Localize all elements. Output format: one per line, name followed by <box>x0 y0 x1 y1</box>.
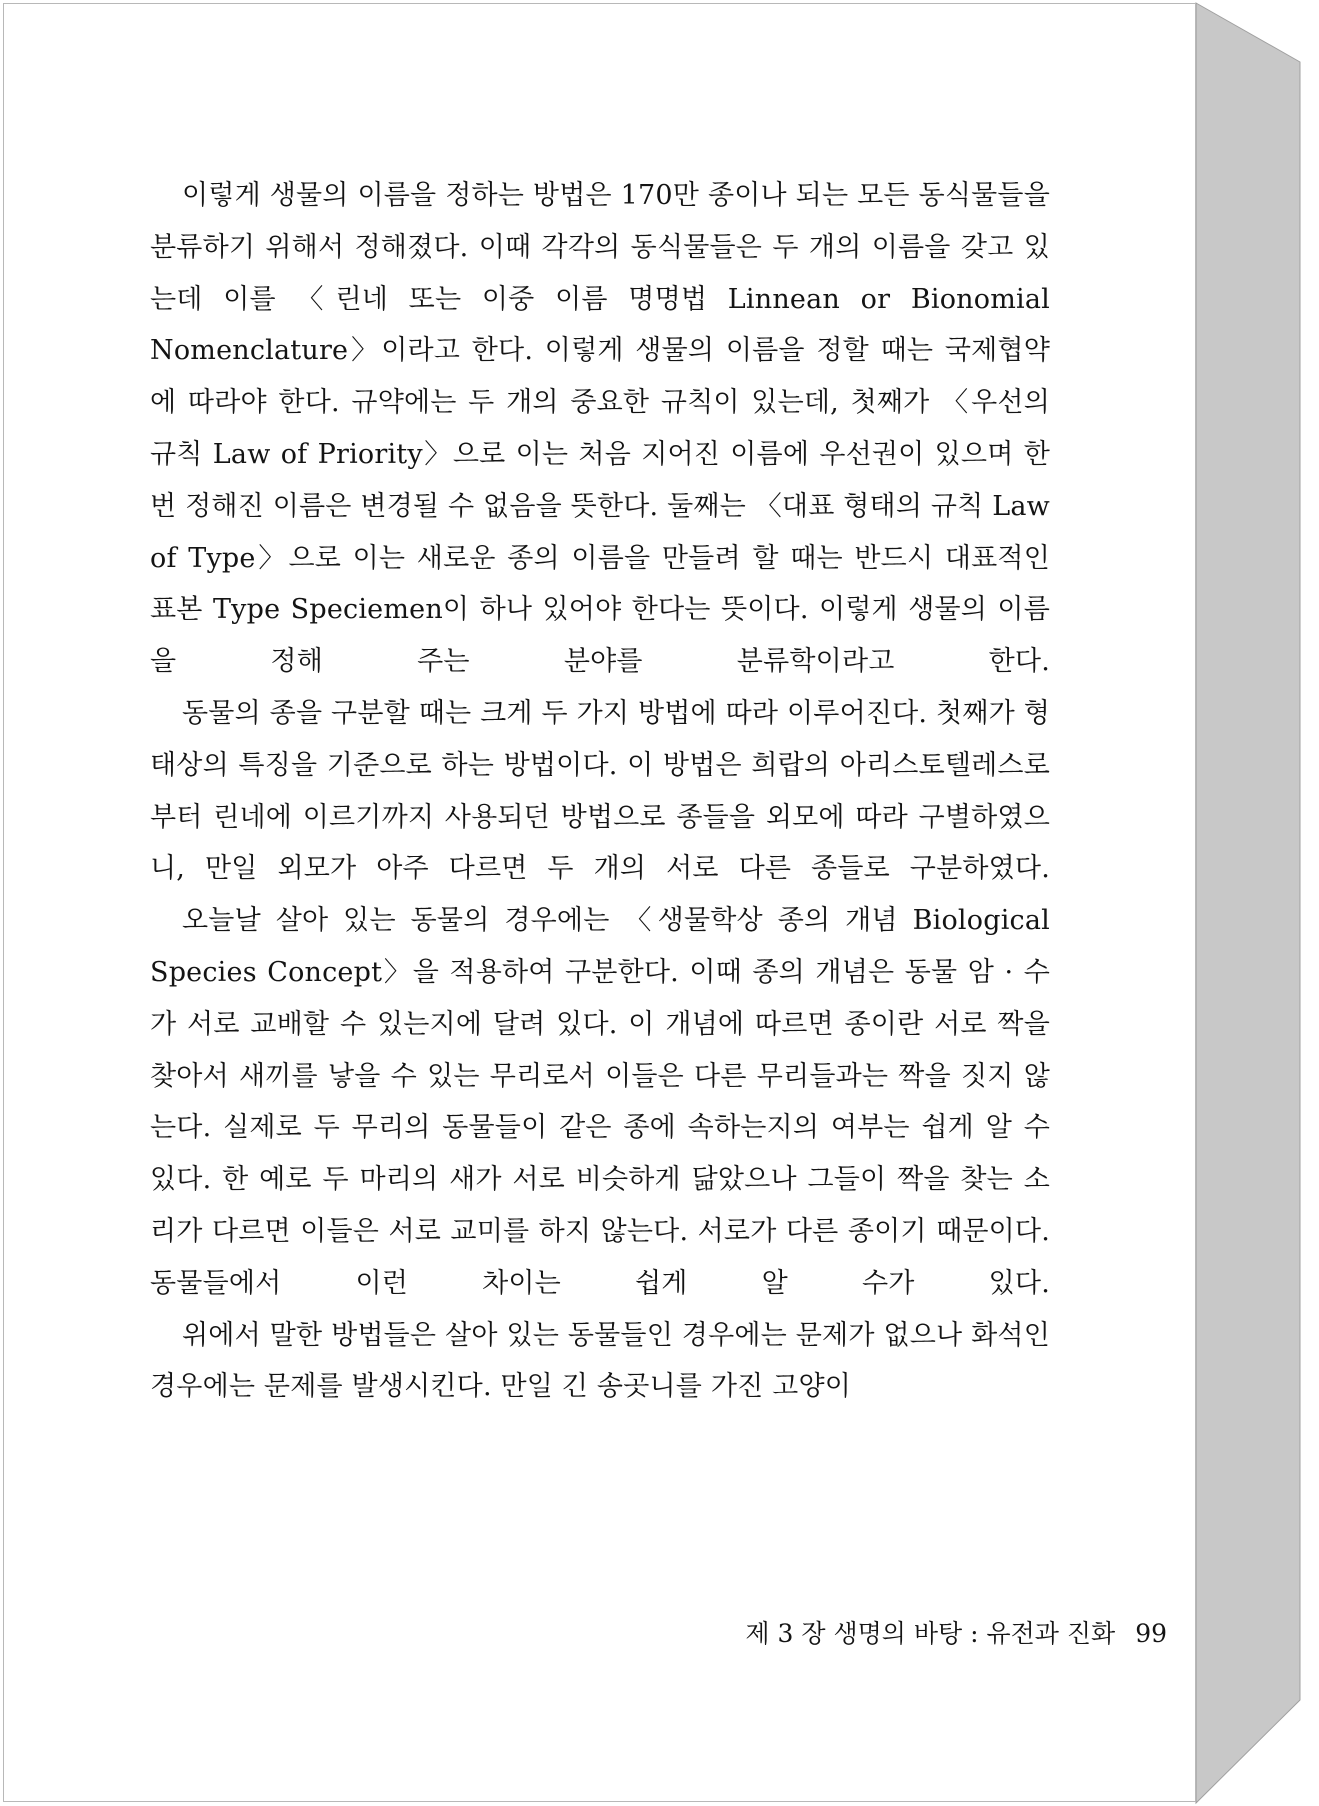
body-text <box>150 170 1050 1413</box>
page-footer <box>745 1614 1167 1650</box>
running-footer: 제 3 장 생명의 바탕 : 유전과 진화 <box>745 1619 1116 1648</box>
paragraph-1: 이렇게 생물의 이름을 정하는 방법은 170만 종이나 되는 모든 동식물들을 분류하기 위해서 정해졌다. 이때 각각의 동식물들은 두 개의 이름을 갖고 있는데 이를 〈린네 또는 이중 이름 명명법 Linnean or Bionomial Nomenclature〉이라고 한다. 이렇게 생물의 이름을 정할 때는 국제협약에 따라야 한다. 규약에는 두 개의 중요한 규칙이 있는데, 첫째가 〈우선의 규칙 Law of Priority〉으로 이는 처음 지어진 이름에 우선권이 있으며 한번 정해진 이름은 변경될 수 없음을 뜻한다. 둘째는 〈대표 형태의 규칙 Law of Type〉으로 이는 새로운 종의 이름을 만들려 할 때는 반드시 대표적인 표본 Type Speciemen이 하나 있어야 한다는 뜻이다. 이렇게 생물의 이름을 정해 주는 분야를 분류학이라고 한다. <box>150 180 1050 678</box>
paragraph-4: 위에서 말한 방법들은 살아 있는 동물들인 경우에는 문제가 없으나 화석인 경우에는 문제를 발생시킨다. 만일 긴 송곳니를 가진 고양이 <box>150 1319 1050 1403</box>
paragraph-2: 동물의 종을 구분할 때는 크게 두 가지 방법에 따라 이루어진다. 첫째가 형태상의 특징을 기준으로 하는 방법이다. 이 방법은 희랍의 아리스토텔레스로부터 린네에 이르기까지 사용되던 방법으로 종들을 외모에 따라 구별하였으니, 만일 외모가 아주 다르면 두 개의 서로 다른 종들로 구분하였다. <box>150 697 1050 885</box>
paragraph-3: 오늘날 살아 있는 동물의 경우에는 〈생물학상 종의 개념 Biological Species Concept〉을 적용하여 구분한다. 이때 종의 개념은 동물 암 · 수가 서로 교배할 수 있는지에 달려 있다. 이 개념에 따르면 종이란 서로 짝을 찾아서 새끼를 낳을 수 있는 무리로서 이들은 다른 무리들과는 짝을 짓지 않는다. 실제로 두 무리의 동물들이 같은 종에 속하는지의 여부는 쉽게 알 수 있다. 한 예로 두 마리의 새가 서로 비슷하게 닮았으나 그들이 짝을 찾는 소리가 다르면 이들은 서로 교미를 하지 않는다. 서로가 다른 종이기 때문이다. 동물들에서 이런 차이는 쉽게 알 수가 있다. <box>150 905 1050 1299</box>
page-number: 99 <box>1135 1619 1167 1648</box>
